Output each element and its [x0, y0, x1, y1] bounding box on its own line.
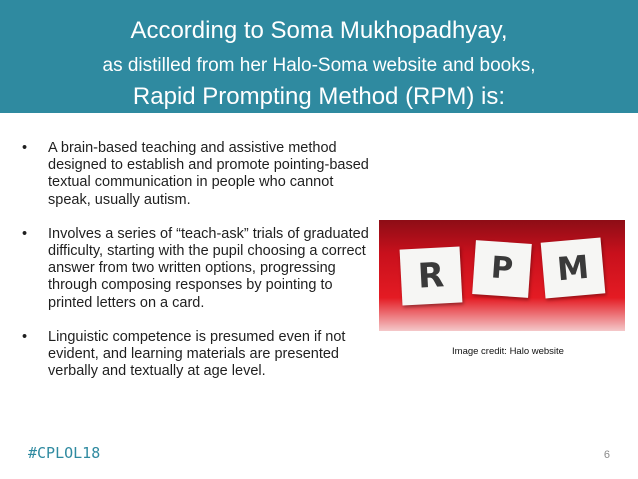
bullet-item: [20, 329, 375, 381]
image-caption: Image credit: Halo website: [452, 346, 564, 357]
bullet-text: A brain-based teaching and assistive method designed to establish and promote pointing-based textual communication in people who cannot speak, usually autism.: [48, 140, 369, 208]
bullet-marker: •: [22, 225, 28, 242]
hashtag: #CPLOL18: [28, 444, 101, 462]
letter-card-r: [400, 246, 463, 305]
letter-card-m: [541, 237, 606, 298]
letter-card-p: [472, 240, 532, 298]
header-line-1: According to Soma Mukhopadhyay,: [130, 17, 508, 44]
bullet-text: Involves a series of “teach-ask” trials of graduated difficulty, starting with the pupil choosing a correct answer from two written options, progressing through composing responses by pointing to printed letters on a card.: [48, 225, 369, 311]
bullet-marker: •: [22, 328, 28, 345]
page-number: 6: [603, 449, 610, 461]
header-line-3: Rapid Prompting Method (RPM) is:: [132, 83, 506, 110]
bullet-text: Linguistic competence is presumed even if not evident, and learning materials are presented verbally and textually at age level.: [48, 328, 346, 380]
bullet-marker: •: [22, 140, 28, 156]
letter-m: M: [555, 247, 591, 289]
bullet-list: [20, 140, 375, 397]
bullet-item: [20, 140, 375, 209]
letter-p: P: [489, 250, 515, 287]
bullet-item: [20, 226, 375, 312]
slide-header: [0, 0, 638, 113]
header-line-2: as distilled from her Halo-Soma website and books,: [102, 55, 536, 76]
letter-r: R: [416, 255, 446, 297]
rpm-photo: [379, 220, 625, 331]
